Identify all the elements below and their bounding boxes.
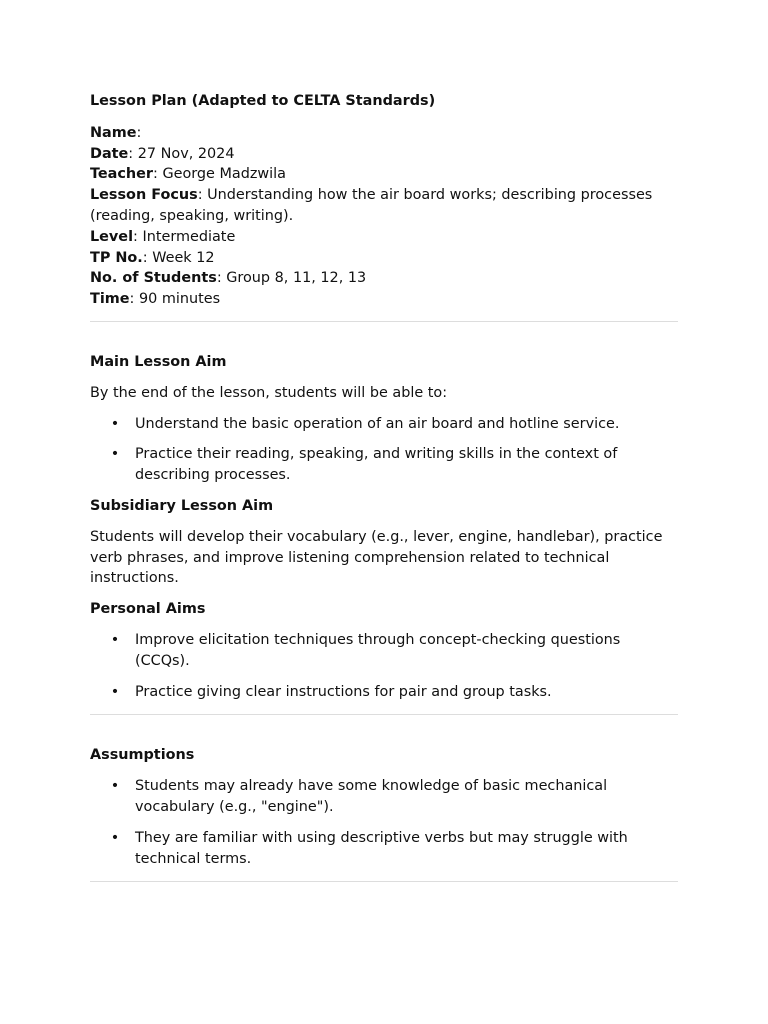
detail-separator: : (128, 145, 134, 162)
detail-separator: : (216, 270, 222, 287)
detail-name (90, 123, 678, 144)
list-item-text: Practice their reading, speaking, and writing skills in the context of describing processes. (135, 446, 618, 484)
list-item (90, 444, 678, 486)
detail-date (90, 144, 678, 165)
detail-lesson-focus-value: Understanding how the air board works; describing processes (reading, speaking, writing). (90, 187, 653, 224)
detail-separator: : (142, 249, 148, 266)
bullet-icon: • (110, 683, 120, 700)
lesson-details (90, 123, 678, 310)
list-item (90, 776, 678, 818)
detail-separator: : (197, 187, 203, 204)
personal-aims-heading: Personal Aims (90, 601, 206, 618)
main-aim-intro: By the end of the lesson, students will be able to: (90, 384, 448, 401)
list-item (90, 682, 678, 703)
bullet-icon: • (110, 631, 120, 648)
detail-lesson-focus-label: Lesson Focus (90, 187, 198, 204)
detail-students (90, 268, 678, 289)
subsidiary-aim-heading: Subsidiary Lesson Aim (90, 497, 274, 514)
main-aim-list (90, 414, 678, 486)
detail-separator: : (153, 166, 158, 183)
detail-tp-no (90, 248, 678, 269)
detail-time-value: 90 minutes (138, 291, 221, 308)
assumptions-list (90, 776, 678, 869)
personal-aims-list (90, 630, 678, 702)
detail-teacher-value: George Madzwila (162, 166, 286, 183)
list-item-text: Improve elicitation techniques through concept-checking questions (CCQs). (135, 631, 621, 669)
detail-lesson-focus (90, 185, 678, 227)
detail-level (90, 227, 678, 248)
list-item-text: Practice giving clear instructions for pair and group tasks. (135, 683, 552, 700)
detail-separator: : (129, 291, 135, 308)
detail-name-label: Name (90, 124, 137, 141)
list-item (90, 414, 678, 435)
detail-students-label: No. of Students (90, 270, 217, 287)
detail-time-label: Time (90, 291, 130, 308)
list-item (90, 828, 678, 870)
section-divider (90, 881, 678, 882)
subsidiary-aim-text: Students will develop their vocabulary (e.g., lever, engine, handlebar), practice verb phrases, and improve listening comprehension related to technical instructions. (90, 528, 663, 587)
bullet-icon: • (110, 415, 120, 432)
detail-teacher-label: Teacher (90, 166, 154, 183)
list-item-text: Students may already have some knowledge of basic mechanical vocabulary (e.g., "engine"). (135, 778, 608, 815)
detail-date-label: Date (90, 145, 129, 162)
detail-time (90, 289, 678, 310)
detail-date-value: 27 Nov, 2024 (137, 145, 235, 162)
document-content (90, 91, 678, 882)
list-item (90, 630, 678, 672)
detail-level-value: Intermediate (142, 228, 236, 245)
list-item-text: They are familiar with using descriptive verbs but may struggle with technical terms. (135, 829, 628, 867)
detail-separator: : (133, 228, 138, 245)
page-title: Lesson Plan (Adapted to CELTA Standards) (90, 93, 436, 109)
detail-separator: : (136, 124, 142, 141)
detail-level-label: Level (90, 228, 134, 245)
detail-tp-no-label: TP No. (90, 249, 143, 266)
bullet-icon: • (110, 446, 120, 463)
bullet-icon: • (110, 829, 120, 846)
assumptions-heading: Assumptions (90, 747, 195, 764)
main-aim-heading: Main Lesson Aim (90, 353, 227, 370)
detail-teacher (90, 164, 678, 185)
detail-students-value: Group 8, 11, 12, 13 (226, 270, 367, 287)
detail-tp-no-value: Week 12 (152, 249, 215, 266)
bullet-icon: • (110, 778, 120, 795)
list-item-text: Understand the basic operation of an air board and hotline service. (135, 415, 620, 432)
